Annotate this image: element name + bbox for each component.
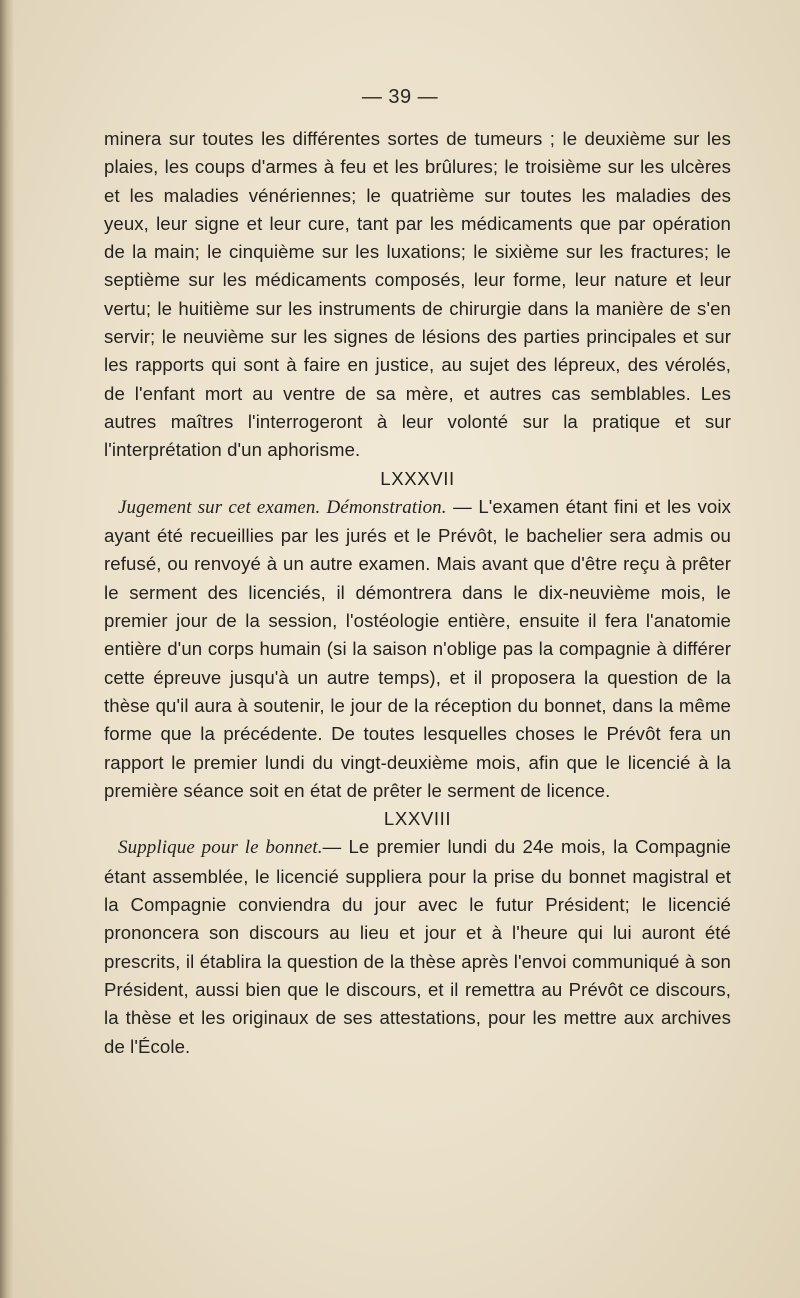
paragraph-judgement-body: — L'examen étant fini et les voix ayant été recueillies par les jurés et le Prévôt, le bachelier sera admis ou refusé, ou renvoyé à un autre examen. Mais avant que d'être reçu à prêter le serment des licenciés, il démontrera dans le dix-neuvième mois, le premier jour de la session, l'ostéologie entière, ensuite il fera l'anatomie entière d'un corps humain (si la saison n'oblige pas la compagnie à différer cette épreuve jusqu'à un autre temps), et il proposera la question de la thèse qu'il aura à soutenir, le jour de la réception du bonnet, dans la même forme que la précédente. De toutes lesquelles choses le Prévôt fera un rapport le premier lundi du vingt-deuxième mois, afin que le licencié à la première séance soit en état de prêter le serment de licence. <box>104 495 731 801</box>
paragraph-examination-topics: minera sur toutes les différentes sortes de tumeurs ; le deuxième sur les plaies, les coups d'armes à feu et les brûlures; le troisième sur les ulcères et les maladies vénériennes; le quatrième sur toutes les maladies des yeux, leur signe et leur cure, tant par les médicaments que par opération de la main; le cinquième sur les luxations; le sixième sur les fractures; le septième sur les médicaments composés, leur forme, leur nature et leur vertu; le huitième sur les instruments de chirurgie dans la manière de s'en servir; le neuvième sur les signes de lésions des parties principales et sur les rapports qui sont à faire en justice, au sujet des lépreux, des vérolés, de l'enfant mort au ventre de sa mère, et autres cas semblables. Les autres maîtres l'interrogeront à leur volonté sur la pratique et sur l'interprétation d'un aphorisme. <box>104 128 731 461</box>
paragraph-supplique <box>104 833 731 1060</box>
body-text <box>104 125 731 1061</box>
paragraph-judgement-lead: Jugement sur cet examen. Démonstration. <box>118 496 447 518</box>
book-spine-shadow <box>0 0 14 1298</box>
paragraph-supplique-body: — Le premier lundi du 24e mois, la Compagnie étant assemblée, le licencié suppliera pour la prise du bonnet magistral et la Compagnie conviendra du jour avec le futur Président; le licencié prononcera son discours au lieu et jour et à l'heure qui lui auront été prescrits, il établira la question de la thèse après l'envoi communiqué à son Président, aussi bien que le discours, et il remettra au Prévôt ce discours, la thèse et les originaux de ses attestations, pour les mettre aux archives de l'École. <box>104 836 731 1057</box>
paragraph-judgement <box>104 493 731 805</box>
paragraph-supplique-lead: Supplique pour le bonnet. <box>118 837 323 859</box>
section-heading-87: LXXXVII <box>380 467 455 489</box>
page-number: — 39 — <box>361 86 439 108</box>
section-heading-78: LXXVIII <box>383 808 452 830</box>
